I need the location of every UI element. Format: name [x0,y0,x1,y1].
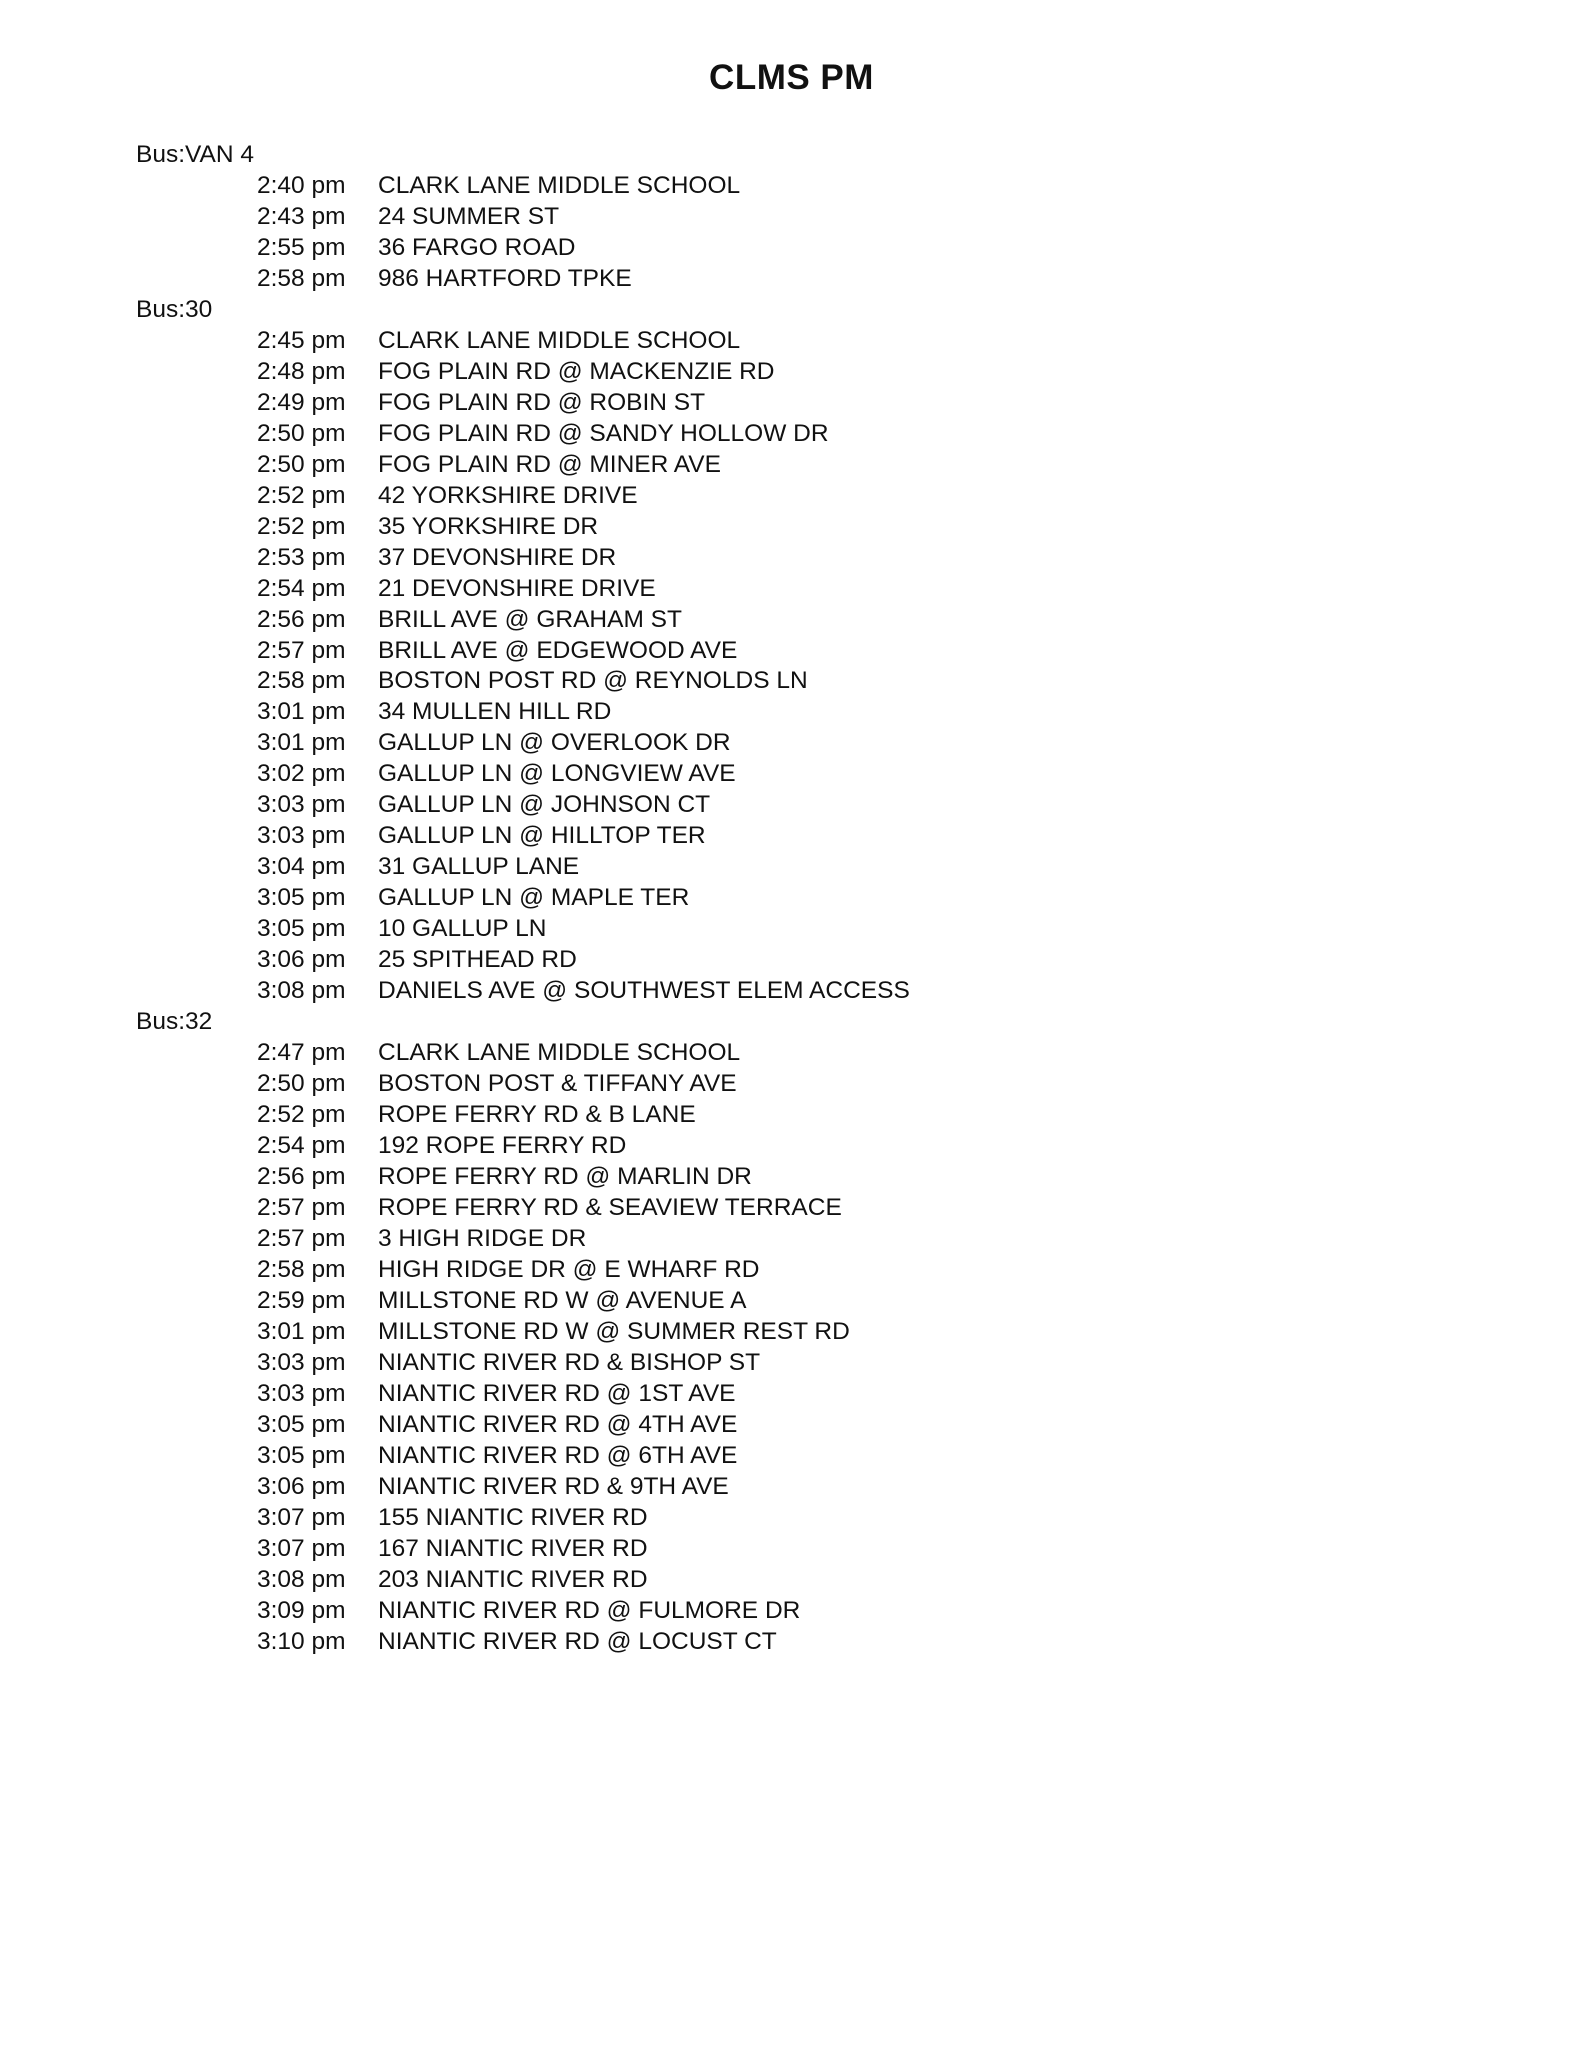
stop-row [136,945,1436,976]
stop-row [136,264,1436,295]
stop-location: GALLUP LN @ MAPLE TER [378,884,690,912]
stop-location: MILLSTONE RD W @ AVENUE A [378,1286,747,1314]
stop-time: 3:06 pm [257,1472,346,1500]
stop-location: FOG PLAIN RD @ MINER AVE [378,450,721,478]
stop-row [136,357,1436,388]
stop-time: 2:45 pm [257,326,346,354]
stop-time: 3:04 pm [257,853,346,881]
stop-time: 2:58 pm [257,667,346,695]
stop-time: 3:08 pm [257,977,346,1005]
stop-location: DANIELS AVE @ SOUTHWEST ELEM ACCESS [378,977,910,1005]
stop-location: ROPE FERRY RD & B LANE [378,1101,696,1129]
stop-time: 3:09 pm [257,1596,346,1624]
bus-label: Bus:VAN 4 [136,141,255,168]
stop-row [136,666,1436,697]
stop-row [136,326,1436,357]
stop-time: 3:01 pm [257,698,346,726]
stop-time: 2:50 pm [257,419,346,447]
stop-row [136,419,1436,450]
stop-time: 2:40 pm [257,171,346,199]
stop-time: 3:06 pm [257,946,346,974]
stop-row [136,821,1436,852]
stop-location: NIANTIC RIVER RD & 9TH AVE [378,1472,729,1500]
stop-time: 2:57 pm [257,1193,346,1221]
page-title: CLMS PM [709,58,874,97]
stop-row [136,1627,1436,1658]
stop-time: 2:56 pm [257,605,346,633]
stop-row [136,1596,1436,1627]
stop-location: GALLUP LN @ JOHNSON CT [378,791,711,819]
bus-schedule [136,140,1436,1657]
stop-row [136,1100,1436,1131]
stop-row [136,914,1436,945]
stop-row [136,1131,1436,1162]
stop-row [136,636,1436,667]
stop-row [136,1441,1436,1472]
stop-time: 2:50 pm [257,450,346,478]
stop-time: 3:01 pm [257,729,346,757]
stop-row [136,1534,1436,1565]
stop-location: 24 SUMMER ST [378,202,560,230]
stop-location: 37 DEVONSHIRE DR [378,543,617,571]
stop-row [136,450,1436,481]
stop-row [136,512,1436,543]
stop-row [136,574,1436,605]
bus-route-group [136,140,1436,295]
stop-row [136,728,1436,759]
stop-location: 167 NIANTIC RIVER RD [378,1534,648,1562]
stop-time: 3:02 pm [257,760,346,788]
stop-location: 155 NIANTIC RIVER RD [378,1503,648,1531]
stop-time: 3:03 pm [257,1379,346,1407]
stop-row [136,202,1436,233]
bus-route-group [136,295,1436,1007]
stop-location: 35 YORKSHIRE DR [378,512,599,540]
stop-row [136,1286,1436,1317]
stop-row [136,1038,1436,1069]
stop-row [136,1472,1436,1503]
stop-time: 3:08 pm [257,1565,346,1593]
stop-time: 2:55 pm [257,233,346,261]
stop-location: 25 SPITHEAD RD [378,946,577,974]
stop-time: 3:05 pm [257,1410,346,1438]
stop-row [136,605,1436,636]
stop-row [136,883,1436,914]
stop-time: 2:57 pm [257,636,346,664]
stop-time: 2:43 pm [257,202,346,230]
stop-row [136,1224,1436,1255]
stop-time: 2:50 pm [257,1070,346,1098]
stop-row [136,697,1436,728]
stop-location: NIANTIC RIVER RD @ 6TH AVE [378,1441,738,1469]
stop-time: 3:10 pm [257,1627,346,1655]
stop-time: 3:07 pm [257,1503,346,1531]
stop-row [136,1565,1436,1596]
stop-location: FOG PLAIN RD @ ROBIN ST [378,388,706,416]
stop-location: MILLSTONE RD W @ SUMMER REST RD [378,1317,850,1345]
stop-location: ROPE FERRY RD @ MARLIN DR [378,1162,752,1190]
stop-time: 3:01 pm [257,1317,346,1345]
stop-location: CLARK LANE MIDDLE SCHOOL [378,171,741,199]
stop-location: BOSTON POST & TIFFANY AVE [378,1070,737,1098]
stop-location: CLARK LANE MIDDLE SCHOOL [378,1039,741,1067]
stop-location: FOG PLAIN RD @ MACKENZIE RD [378,357,775,385]
stop-location: 42 YORKSHIRE DRIVE [378,481,638,509]
stop-row [136,233,1436,264]
stop-location: NIANTIC RIVER RD @ 1ST AVE [378,1379,736,1407]
stop-row [136,1348,1436,1379]
stop-row [136,543,1436,574]
stop-location: FOG PLAIN RD @ SANDY HOLLOW DR [378,419,829,447]
stop-location: 986 HARTFORD TPKE [378,264,632,292]
stop-row [136,171,1436,202]
stop-time: 3:05 pm [257,884,346,912]
stop-time: 3:03 pm [257,791,346,819]
stop-time: 2:47 pm [257,1039,346,1067]
stop-time: 3:03 pm [257,822,346,850]
stop-row [136,1410,1436,1441]
stop-location: 34 MULLEN HILL RD [378,698,612,726]
stop-time: 2:56 pm [257,1162,346,1190]
stop-time: 2:52 pm [257,481,346,509]
stop-row [136,1162,1436,1193]
stop-time: 3:05 pm [257,1441,346,1469]
stop-location: 31 GALLUP LANE [378,853,580,881]
stop-location: ROPE FERRY RD & SEAVIEW TERRACE [378,1193,842,1221]
stop-location: BRILL AVE @ EDGEWOOD AVE [378,636,738,664]
stop-time: 2:54 pm [257,574,346,602]
stop-location: 192 ROPE FERRY RD [378,1132,627,1159]
stop-location: GALLUP LN @ OVERLOOK DR [378,729,731,757]
bus-route-group [136,1007,1436,1657]
stop-time: 2:49 pm [257,388,346,416]
stop-time: 2:57 pm [257,1224,346,1252]
stop-location: BOSTON POST RD @ REYNOLDS LN [378,667,808,695]
stop-time: 3:07 pm [257,1534,346,1562]
stop-location: 10 GALLUP LN [378,915,547,943]
stop-time: 2:48 pm [257,357,346,385]
stop-location: NIANTIC RIVER RD @ FULMORE DR [378,1596,801,1624]
stop-location: CLARK LANE MIDDLE SCHOOL [378,326,741,354]
bus-label: Bus:32 [136,1008,213,1036]
stop-row [136,1193,1436,1224]
stop-location: GALLUP LN @ HILLTOP TER [378,822,706,850]
stop-location: 21 DEVONSHIRE DRIVE [378,574,656,602]
stop-location: HIGH RIDGE DR @ E WHARF RD [378,1255,760,1283]
stop-row [136,852,1436,883]
stop-row [136,388,1436,419]
stop-location: BRILL AVE @ GRAHAM ST [378,605,682,633]
stop-location: 36 FARGO ROAD [378,233,576,261]
stop-row [136,1503,1436,1534]
stop-time: 2:52 pm [257,1101,346,1129]
stop-time: 2:54 pm [257,1132,346,1159]
stop-time: 3:03 pm [257,1348,346,1376]
stop-time: 3:05 pm [257,915,346,943]
stop-location: 203 NIANTIC RIVER RD [378,1565,648,1593]
stop-row [136,1069,1436,1100]
stop-row [136,1379,1436,1410]
stop-row [136,976,1436,1007]
stop-row [136,481,1436,512]
stop-time: 2:52 pm [257,512,346,540]
stop-row [136,759,1436,790]
stop-time: 2:58 pm [257,264,346,292]
stop-row [136,1317,1436,1348]
stop-location: NIANTIC RIVER RD @ LOCUST CT [378,1627,777,1655]
stop-location: NIANTIC RIVER RD & BISHOP ST [378,1348,761,1376]
stop-location: 3 HIGH RIDGE DR [378,1224,587,1252]
stop-time: 2:58 pm [257,1255,346,1283]
stop-row [136,790,1436,821]
stop-location: GALLUP LN @ LONGVIEW AVE [378,760,736,788]
stop-time: 2:53 pm [257,543,346,571]
bus-label: Bus:30 [136,295,213,323]
stop-row [136,1255,1436,1286]
stop-time: 2:59 pm [257,1286,346,1314]
stop-location: NIANTIC RIVER RD @ 4TH AVE [378,1410,738,1438]
